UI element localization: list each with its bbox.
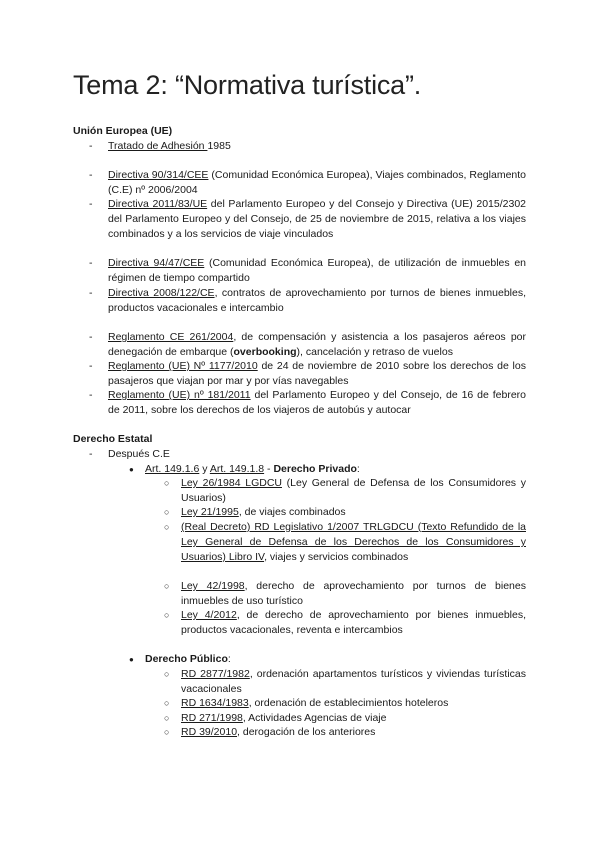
list-dash: -: [89, 448, 93, 460]
law-link[interactable]: Ley 42/1998: [181, 580, 245, 592]
list-dash: -: [89, 169, 93, 181]
law-link[interactable]: Tratado de Adhesión: [108, 140, 208, 152]
overbooking-term: overbooking: [233, 346, 297, 358]
list-dash: -: [89, 198, 93, 210]
bullet-icon: ●: [129, 655, 134, 664]
list-dash: -: [89, 389, 93, 401]
list-item: RD 1634/1983, ordenación de establecimientos hoteleros: [181, 697, 449, 709]
privado-heading: Art. 149.1.6 y Art. 149.1.8 - Derecho Privado:: [145, 463, 360, 475]
law-link[interactable]: Directiva 90/314/CEE: [108, 169, 209, 181]
law-link[interactable]: Directiva 2011/83/UE: [108, 198, 208, 210]
circle-bullet-icon: ○: [164, 581, 170, 591]
law-link[interactable]: (Real Decreto) RD Legislativo 1/2007 TRLGDCU (Texto Refundido de la Ley General de Defensa de los Derechos de los Consumidores y Usuarios) Libro IV: [181, 521, 526, 563]
bullet-icon: ●: [129, 465, 134, 474]
list-item: RD 2877/1982, ordenación apartamentos turísticos y viviendas turísticas vacacionales: [181, 668, 526, 695]
list-item: Reglamento (UE) Nº 1177/2010 de 24 de noviembre de 2010 sobre los derechos de los pasajeros que viajan por mar y por vías navegables: [108, 360, 526, 387]
law-link[interactable]: Ley 4/2012: [181, 609, 237, 621]
law-link[interactable]: RD 271/1998: [181, 712, 243, 724]
law-link[interactable]: RD 39/2010: [181, 726, 238, 738]
list-item: RD 39/2010, derogación de los anteriores: [181, 726, 376, 738]
list-dash: -: [89, 257, 93, 269]
section-heading-ue: Unión Europea (UE): [73, 125, 173, 137]
law-link[interactable]: Reglamento (UE) nº 181/2011: [108, 389, 251, 401]
law-link[interactable]: Directiva 2008/122/CE: [108, 287, 215, 299]
list-item-despues: Después C.E: [108, 448, 170, 460]
law-link[interactable]: Reglamento (UE) Nº 1177/2010: [108, 360, 258, 372]
list-dash: -: [89, 287, 93, 299]
circle-bullet-icon: ○: [164, 669, 170, 679]
list-dash: -: [89, 360, 93, 372]
page-title: Tema 2: “Normativa turística”.: [73, 70, 422, 100]
circle-bullet-icon: ○: [164, 698, 170, 708]
circle-bullet-icon: ○: [164, 522, 170, 532]
list-dash: -: [89, 331, 93, 343]
law-link[interactable]: Reglamento CE 261/2004: [108, 331, 234, 343]
list-item: Directiva 2011/83/UE del Parlamento Europeo y del Consejo y Directiva (UE) 2015/2302 del Parlamento Europeo y del Consejo, de 25 de noviembre de 2015, relativa a los viajes combinados y a los servicios de viaje vinculados: [108, 198, 526, 240]
circle-bullet-icon: ○: [164, 610, 170, 620]
list-item: Ley 26/1984 LGDCU (Ley General de Defensa de los Consumidores y Usuarios): [181, 477, 526, 504]
law-link[interactable]: RD 1634/1983: [181, 697, 249, 709]
circle-bullet-icon: ○: [164, 478, 170, 488]
list-item: Ley 21/1995, de viajes combinados: [181, 506, 346, 518]
law-link[interactable]: Ley 21/1995: [181, 506, 239, 518]
circle-bullet-icon: ○: [164, 727, 170, 737]
article-link[interactable]: Art. 149.1.8: [209, 463, 265, 475]
list-item: (Real Decreto) RD Legislativo 1/2007 TRLGDCU (Texto Refundido de la Ley General de Defensa de los Derechos de los Consumidores y Usuarios) Libro IV, viajes y servicios combinados: [181, 521, 526, 563]
list-item: RD 271/1998, Actividades Agencias de viaje: [181, 712, 387, 724]
law-link[interactable]: Directiva 94/47/CEE: [108, 257, 205, 269]
circle-bullet-icon: ○: [164, 507, 170, 517]
section-heading-estatal: Derecho Estatal: [73, 433, 153, 445]
law-link[interactable]: RD 2877/1982: [181, 668, 250, 680]
list-item: Ley 42/1998, derecho de aprovechamiento por turnos de bienes inmuebles de uso turístico: [181, 580, 526, 607]
list-item: Directiva 90/314/CEE (Comunidad Económica Europea), Viajes combinados, Reglamento (C.E) nº 2006/2004: [108, 169, 527, 196]
list-item: Reglamento (UE) nº 181/2011 del Parlamento Europeo y del Consejo, de 16 de febrero de 2011, sobre los derechos de los viajeros de autobús y autocar: [108, 389, 526, 416]
article-link[interactable]: Art. 149.1.6: [145, 463, 200, 475]
list-item: Tratado de Adhesión 1985: [108, 140, 231, 152]
law-link[interactable]: Ley 26/1984 LGDCU: [181, 477, 282, 489]
publico-heading: Derecho Público:: [145, 653, 231, 665]
circle-bullet-icon: ○: [164, 713, 170, 723]
list-item: Directiva 94/47/CEE (Comunidad Económica Europea), de utilización de inmuebles en régimen de tiempo compartido: [108, 257, 527, 284]
list-item: Ley 4/2012, de derecho de aprovechamiento por bienes inmuebles, productos vacacionales, reventa e intercambios: [181, 609, 526, 636]
list-item: Directiva 2008/122/CE, contratos de aprovechamiento por turnos de bienes inmuebles, productos vacacionales e intercambio: [108, 287, 526, 314]
list-dash: -: [89, 140, 93, 152]
list-item: Reglamento CE 261/2004, de compensación y asistencia a los pasajeros aéreos por denegación de embarque (overbooking), cancelación y retraso de vuelos: [108, 331, 526, 358]
